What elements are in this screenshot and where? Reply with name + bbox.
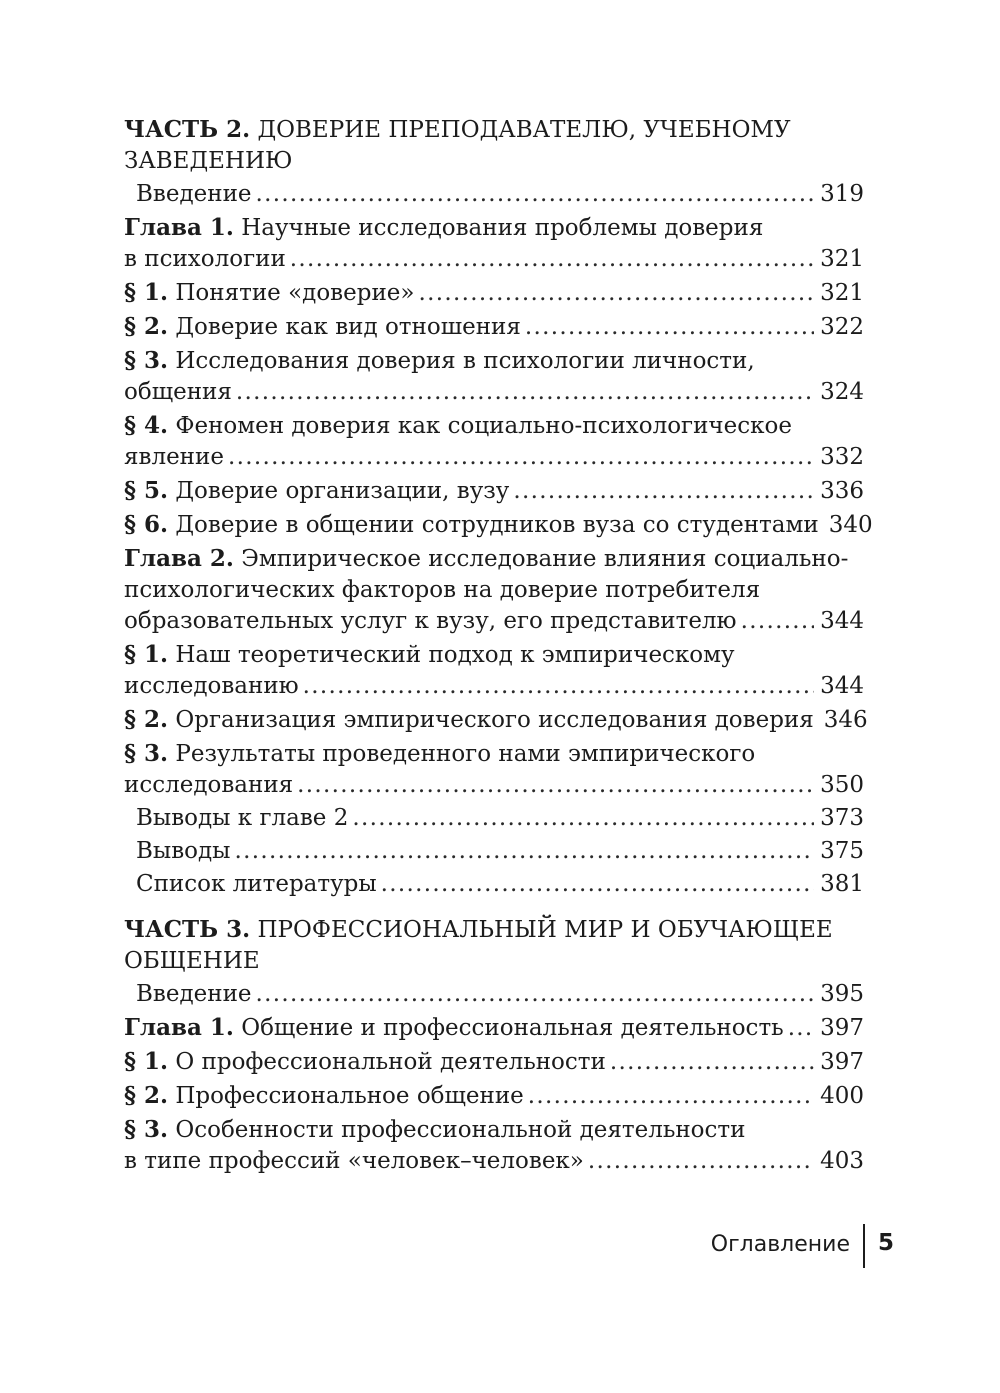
entry-title: в типе профессий «человек–человек» (124, 1148, 584, 1174)
entry-title: Наш теоретический подход к эмпирическому (175, 642, 735, 668)
entry-title: Выводы (136, 838, 231, 864)
toc-line (124, 509, 873, 541)
dot-leader (234, 836, 814, 867)
entry-title: Исследования доверия в психологии личности, (175, 348, 755, 374)
entry-title: Результаты проведенного нами эмпирического (175, 741, 756, 767)
entry-title: Введение (136, 181, 252, 207)
entry-title: исследованию (124, 673, 299, 699)
toc-part-heading (124, 914, 864, 977)
toc-line (124, 704, 868, 736)
page-number: 5 (878, 1230, 895, 1256)
page-ref: 350 (820, 772, 864, 798)
entry-number: Глава 1. (124, 1014, 234, 1041)
toc-line (124, 1012, 864, 1044)
toc-line (136, 803, 864, 834)
dot-leader (297, 770, 814, 801)
toc-intro-entry (124, 179, 864, 210)
toc-line (124, 671, 864, 702)
toc-intro-entry (124, 979, 864, 1010)
toc-line (124, 543, 864, 575)
page-ref: 403 (820, 1148, 864, 1174)
dot-leader (513, 476, 814, 507)
dot-leader (290, 244, 814, 275)
page-ref: 344 (820, 608, 864, 634)
entry-title: Особенности профессиональной деятельности (175, 1117, 746, 1143)
entry-title: Общение и профессиональная деятельность (241, 1015, 784, 1041)
toc-line (124, 606, 864, 637)
page-ref: 375 (820, 838, 864, 864)
toc-line (124, 277, 864, 309)
dot-leader (788, 1013, 814, 1044)
page-ref: 346 (823, 707, 868, 733)
table-of-contents (124, 110, 873, 1177)
dot-leader (303, 671, 814, 702)
page-footer (0, 1224, 1000, 1268)
entry-number: Глава 1. (124, 214, 234, 241)
page-ref: 400 (820, 1083, 864, 1109)
toc-section-entry (124, 410, 864, 473)
dot-leader (528, 1081, 814, 1112)
toc-section-entry (124, 311, 864, 343)
page-ref: 322 (820, 314, 864, 340)
toc-line (124, 1146, 864, 1177)
entry-number: § 2. (124, 313, 169, 340)
page-ref: 321 (820, 280, 864, 306)
dot-leader (418, 278, 814, 309)
toc-line (124, 1114, 864, 1146)
toc-section-entry (124, 1114, 864, 1177)
toc-intro-entry (124, 836, 864, 867)
running-title: Оглавление (710, 1232, 850, 1257)
page-ref: 395 (820, 981, 864, 1007)
dot-leader (610, 1047, 814, 1078)
toc-section-entry (124, 277, 864, 309)
entry-title: Научные исследования проблемы доверия (241, 215, 764, 241)
page-ref: 332 (820, 444, 864, 470)
page-ref: 381 (820, 871, 864, 897)
entry-number: § 1. (124, 1048, 169, 1075)
page-ref: 340 (828, 512, 873, 538)
toc-line (124, 1046, 864, 1078)
dot-leader (352, 803, 814, 834)
entry-title: Профессиональное общение (175, 1083, 524, 1109)
entry-number: § 2. (124, 706, 169, 733)
entry-number: § 3. (124, 740, 169, 767)
toc-section-entry (124, 639, 864, 702)
dot-leader (588, 1146, 814, 1177)
entry-title: О профессиональной деятельности (175, 1049, 606, 1075)
entry-title: в психологии (124, 246, 286, 272)
entry-number: Глава 2. (124, 545, 234, 572)
toc-line (124, 212, 864, 244)
page-ref: 324 (820, 379, 864, 405)
toc-line (124, 639, 864, 671)
dot-leader (236, 377, 814, 408)
toc-part-heading (124, 114, 864, 177)
toc-line (124, 1080, 864, 1112)
entry-title: психологических факторов на доверие потребителя (124, 577, 761, 603)
part-title: ДОВЕРИЕ ПРЕПОДАВАТЕЛЮ, УЧЕБНОМУ ЗАВЕДЕНИЮ (124, 117, 791, 174)
entry-number: § 2. (124, 1082, 169, 1109)
entry-title: Список литературы (136, 871, 377, 897)
entry-number: § 5. (124, 477, 169, 504)
toc-line (124, 575, 864, 606)
dot-leader (228, 442, 814, 473)
entry-title: образовательных услуг к вузу, его представителю (124, 608, 737, 634)
toc-chapter-entry (124, 1012, 864, 1044)
entry-title: исследования (124, 772, 294, 798)
entry-title: Эмпирическое исследование влияния социально- (241, 546, 849, 572)
page-ref: 373 (820, 805, 864, 831)
part-label: ЧАСТЬ 2. (124, 116, 251, 143)
toc-section-entry (124, 475, 864, 507)
entry-title: Доверие в общении сотрудников вуза со студентами (175, 512, 819, 538)
dot-leader (525, 312, 814, 343)
footer-divider (863, 1224, 865, 1268)
entry-title: Введение (136, 981, 252, 1007)
part-label: ЧАСТЬ 3. (124, 916, 251, 943)
toc-chapter-entry (124, 543, 864, 637)
toc-chapter-entry (124, 212, 864, 275)
dot-leader (381, 869, 814, 900)
entry-title: общения (124, 379, 232, 405)
part-title: ПРОФЕССИОНАЛЬНЫЙ МИР И ОБУЧАЮЩЕЕ ОБЩЕНИЕ (124, 917, 833, 974)
entry-title: Понятие «доверие» (175, 280, 415, 306)
entry-title: Организация эмпирического исследования доверия (175, 707, 814, 733)
toc-section-entry (124, 738, 864, 801)
entry-title: Феномен доверия как социально-психологическое (175, 413, 792, 439)
toc-line (136, 869, 864, 900)
dot-leader (256, 179, 815, 210)
entry-number: § 1. (124, 279, 169, 306)
entry-title: явление (124, 444, 224, 470)
dot-leader (256, 979, 815, 1010)
toc-section-entry (124, 704, 868, 736)
toc-line (124, 410, 864, 442)
entry-number: § 3. (124, 1116, 169, 1143)
entry-title: Доверие как вид отношения (175, 314, 521, 340)
toc-line (124, 311, 864, 343)
toc-section-entry (124, 509, 873, 541)
toc-line (124, 738, 864, 770)
page-ref: 319 (820, 181, 864, 207)
toc-line (136, 979, 864, 1010)
toc-line (124, 770, 864, 801)
page-ref: 344 (820, 673, 864, 699)
toc-intro-entry (124, 869, 864, 900)
toc-line (124, 244, 864, 275)
toc-line (136, 836, 864, 867)
entry-title: Доверие организации, вузу (175, 478, 510, 504)
page-ref: 336 (820, 478, 864, 504)
toc-intro-entry (124, 803, 864, 834)
toc-line (124, 377, 864, 408)
entry-number: § 3. (124, 347, 169, 374)
page-ref: 397 (820, 1015, 864, 1041)
toc-section-entry (124, 1046, 864, 1078)
toc-line (124, 345, 864, 377)
entry-title: Выводы к главе 2 (136, 805, 349, 831)
toc-line (124, 475, 864, 507)
toc-section-entry (124, 345, 864, 408)
page-ref: 321 (820, 246, 864, 272)
page-ref: 397 (820, 1049, 864, 1075)
toc-line (136, 179, 864, 210)
entry-number: § 6. (124, 511, 169, 538)
toc-section-entry (124, 1080, 864, 1112)
toc-line (124, 442, 864, 473)
entry-number: § 4. (124, 412, 169, 439)
dot-leader (741, 606, 815, 637)
entry-number: § 1. (124, 641, 169, 668)
